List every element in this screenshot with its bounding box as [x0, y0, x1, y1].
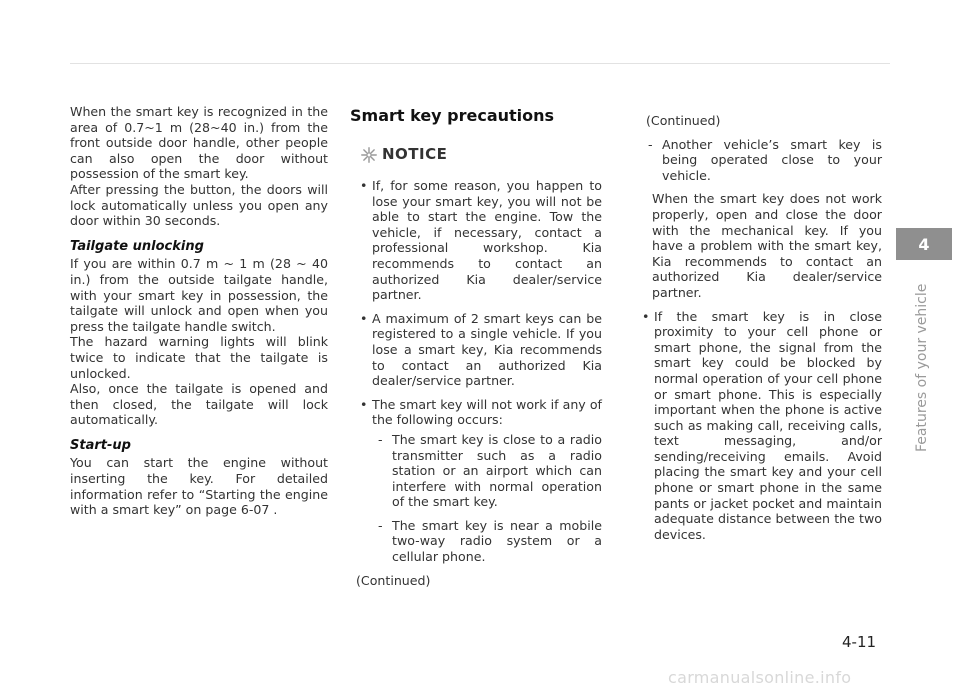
sub-list-item: [632, 137, 882, 184]
bullet-text: A maximum of 2 smart keys can be registered to a single vehicle. If you lose a smart key, Kia recommends to contact an authorized Kia dealer/service partner.: [372, 310, 602, 389]
notice-header: [360, 146, 602, 164]
list-item: [350, 397, 602, 428]
paragraph: If you are within 0.7 m ~ 1 m (28 ~ 40 in.) from the outside tailgate handle, with your smart key in possession, the tailgate will unlock and open when you press the tailgate handle switch.: [70, 256, 328, 334]
notice-title: NOTICE: [382, 145, 448, 164]
bullet-text: The smart key will not work if any of the following occurs:: [372, 396, 602, 428]
bullet-text: If the smart key is in close proximity to your cell phone or smart phone, the signal from the smart key could be blocked by normal operation of your cell phone or smart phone. This is especially important when the phone is active such as making call, receiving calls, text messaging, and/or sending/receiving emails. Avoid placing the smart key and your cell phone or smart phone in the same pants or jacket pocket and maintain adequate distance between the two devices.: [654, 308, 882, 542]
paragraph: Also, once the tailgate is opened and then closed, the tailgate will lock automatically.: [70, 381, 328, 428]
column-right: [632, 113, 882, 550]
sub-list-item: [350, 518, 602, 565]
sub-bullet-text: The smart key is close to a radio transmitter such as a radio station or an airport which can interfere with normal operation of the smart key.: [392, 431, 602, 510]
dash-mark: -: [378, 517, 383, 533]
bullet-mark: •: [360, 310, 368, 326]
dash-mark: -: [378, 431, 383, 447]
continued-label: (Continued): [646, 113, 721, 128]
paragraph: The hazard warning lights will blink twice to indicate that the tailgate is unlocked.: [70, 334, 328, 381]
notice-icon: [360, 146, 378, 164]
bullet-mark: •: [360, 396, 368, 412]
column-left: [70, 104, 328, 518]
list-item: [350, 311, 602, 389]
subheading-tailgate-unlocking: Tailgate unlocking: [70, 238, 204, 254]
sub-list-item: [350, 432, 602, 510]
chapter-number: 4: [918, 234, 930, 254]
chapter-tab: [896, 228, 952, 260]
subheading-start-up: Start-up: [70, 437, 131, 453]
bullet-text: If, for some reason, you happen to lose your smart key, you will not be able to start the engine. Tow the vehicle, if necessary, contact a professional workshop. Kia recommends to contact an authorized Kia dealer/service partner.: [372, 178, 602, 303]
paragraph: When the smart key is recognized in the area of 0.7~1 m (28~40 in.) from the front outside door handle, other people can also open the door without possession of the smart key.: [70, 104, 328, 182]
paragraph: After pressing the button, the doors will lock automatically unless you open any door within 30 seconds.: [70, 181, 328, 229]
paragraph: You can start the engine without inserting the key. For detailed information refer to “Starting the engine with a smart key” on page 6-07 .: [70, 455, 328, 518]
bullet-mark: •: [642, 308, 650, 324]
page-number: 4-11: [842, 633, 877, 651]
continued-label: (Continued): [356, 572, 431, 588]
dash-mark: -: [648, 136, 653, 152]
section-title: Smart key precautions: [350, 106, 555, 125]
sub-bullet-text: Another vehicle’s smart key is being operated close to your vehicle.: [662, 136, 882, 183]
chapter-title: Features of your vehicle: [914, 283, 930, 452]
bullet-mark: •: [360, 178, 368, 193]
list-item: [350, 178, 602, 303]
chapter-title-vertical: [906, 276, 946, 456]
paragraph: When the smart key does not work properly, open and close the door with the mechanical key. If you have a problem with the smart key, Kia recommends to contact an authorized Kia dealer/service partner.: [652, 191, 882, 300]
list-item: [632, 309, 882, 543]
sub-bullet-text: The smart key is near a mobile two-way radio system or a cellular phone.: [392, 517, 602, 565]
column-middle: [350, 104, 602, 588]
watermark: carmanualsonline.info: [668, 668, 852, 687]
top-rule: [70, 63, 890, 64]
